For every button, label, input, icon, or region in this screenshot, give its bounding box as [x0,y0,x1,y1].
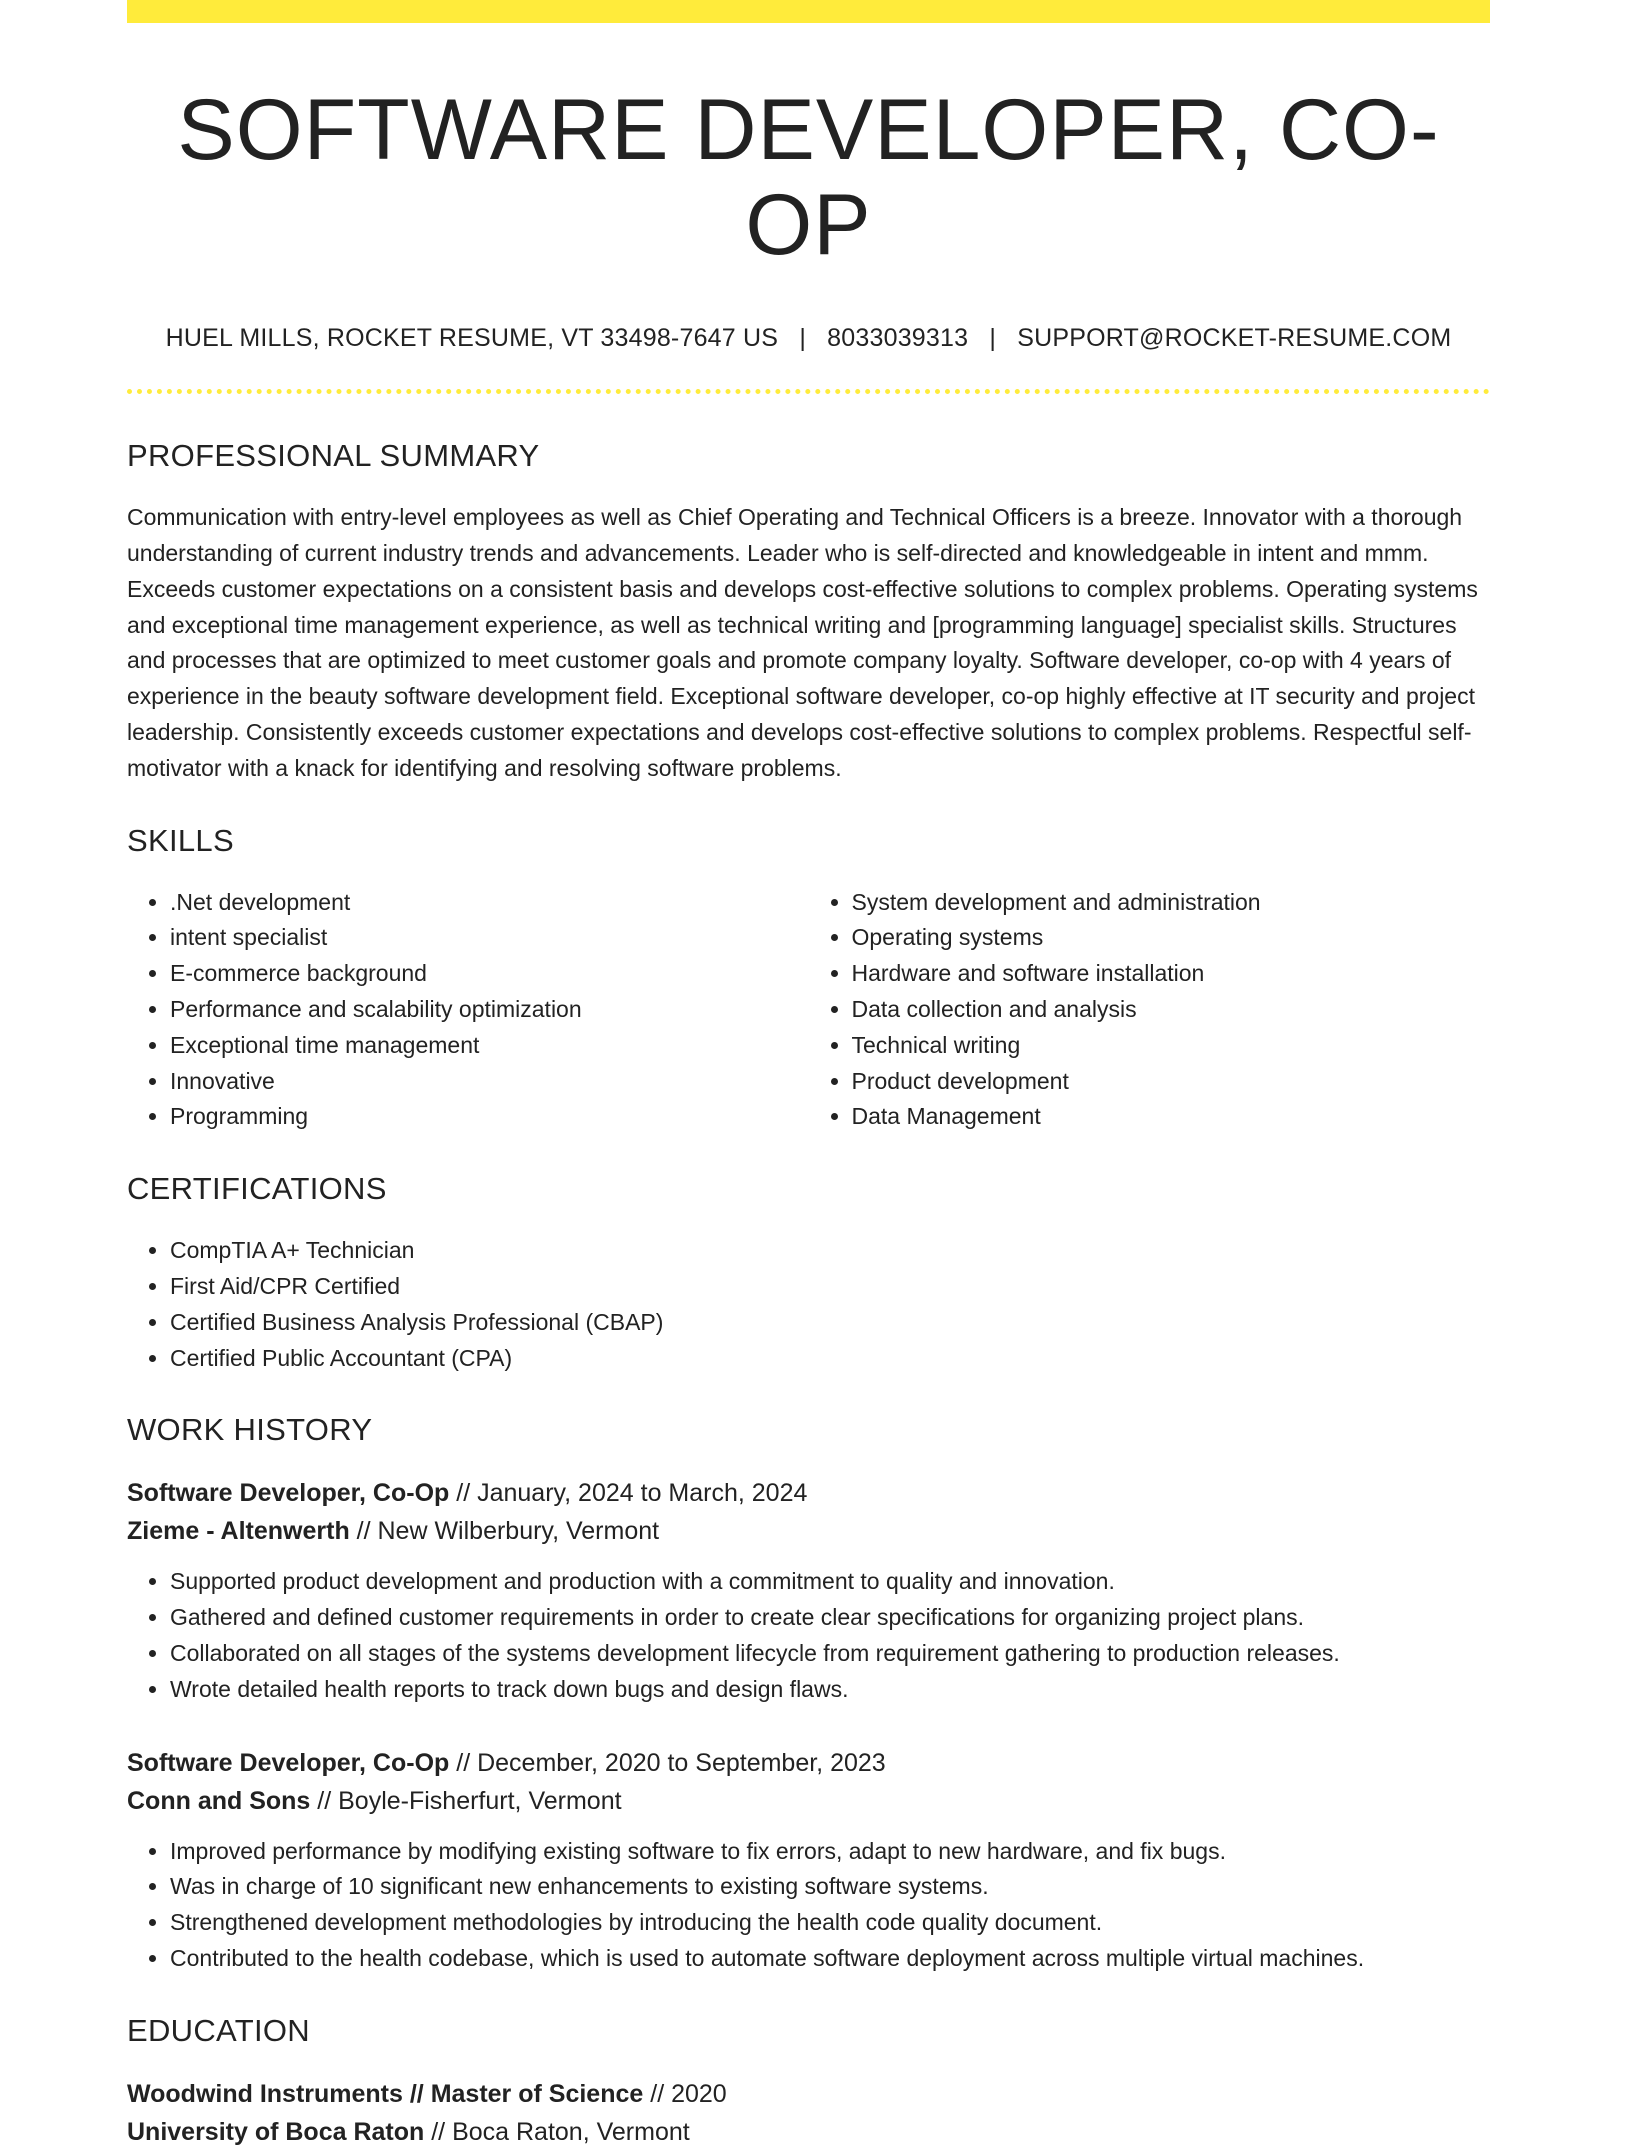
job-location: // Boyle-Fisherfurt, Vermont [310,1786,622,1815]
skill-item: • System development and administration [852,885,1491,921]
contact-email: SUPPORT@ROCKET-RESUME.COM [1017,324,1452,353]
job-bullets [127,1564,1490,1707]
skill-item: • Hardware and software installation [852,956,1491,992]
certification-item: • CompTIA A+ Technician [170,1233,1490,1269]
skill-item: • Performance and scalability optimization [170,992,809,1028]
education-school: University of Boca Raton [127,2117,425,2146]
contact-separator: | [799,324,807,353]
job-bullets [127,1834,1490,1977]
certification-item: • Certified Public Accountant (CPA) [170,1341,1490,1377]
job-company-line [127,1512,1490,1550]
job-company-line [127,1782,1490,1820]
skills-columns [127,885,1490,1136]
page-title: SOFTWARE DEVELOPER, CO-OP [177,82,1440,273]
resume-page [127,0,1490,2151]
job-role: Software Developer, Co-Op [127,1479,450,1508]
skill-item: • E-commerce background [170,956,809,992]
education-entry [127,2075,1490,2151]
education-school-line [127,2113,1490,2151]
job-bullet: • Gathered and defined customer requirements in order to create clear specifications for organizing project plans. [170,1600,1490,1636]
education-location: // Boca Raton, Vermont [424,2117,690,2146]
skills-list-left [127,885,809,1136]
education-degree: Woodwind Instruments // Master of Science [127,2079,644,2108]
skill-item: • intent specialist [170,920,809,956]
job-dates: // December, 2020 to September, 2023 [449,1748,886,1777]
job-company: Zieme - Altenwerth [127,1517,350,1546]
job-entry [127,1744,1490,1977]
skill-item: • .Net development [170,885,809,921]
skill-item: • Data collection and analysis [852,992,1491,1028]
job-bullet: • Was in charge of 10 significant new enhancements to existing software systems. [170,1869,1490,1905]
education-heading: EDUCATION [127,2012,310,2048]
job-bullet: • Collaborated on all stages of the systems development lifecycle from requirement gathering to production releases. [170,1636,1490,1672]
contact-line [127,324,1490,353]
certification-item: • First Aid/CPR Certified [170,1269,1490,1305]
education-year: // 2020 [643,2079,727,2108]
certifications-heading: CERTIFICATIONS [127,1171,387,1207]
skill-item: • Data Management [852,1099,1491,1135]
skills-list-right [809,885,1491,1136]
accent-top-bar [127,0,1490,23]
certifications-list [127,1233,1490,1376]
job-title-line [127,1744,1490,1782]
job-bullet: • Improved performance by modifying existing software to fix errors, adapt to new hardware, and fix bugs. [170,1834,1490,1870]
job-title-line [127,1474,1490,1512]
skill-item: • Exceptional time management [170,1028,809,1064]
skill-item: • Technical writing [852,1028,1491,1064]
job-company: Conn and Sons [127,1786,311,1815]
summary-text: Communication with entry-level employees as well as Chief Operating and Technical Officers is a breeze. Innovator with a thorough understanding of current industry trends and advancements. Leader who is self-directed and knowledgeable in intent and mmm. Exceeds customer expectations on a consistent basis and develops cost-effective solutions to complex problems. Operating systems and exceptional time management experience, as well as technical writing and [programming language] specialist skills. Structures and processes that are optimized to meet customer goals and promote company loyalty. Software developer, co-op with 4 years of experience in the beauty software development field. Exceptional software developer, co-op highly effective at IT security and project leadership. Consistently exceeds customer expectations and develops cost-effective solutions to complex problems. Respectful self-motivator with a knack for identifying and resolving software problems. [127,504,1478,781]
job-role: Software Developer, Co-Op [127,1748,450,1777]
summary-heading: PROFESSIONAL SUMMARY [127,438,540,474]
certification-item: • Certified Business Analysis Professional (CBAP) [170,1305,1490,1341]
skills-heading: SKILLS [127,822,234,858]
job-bullet: • Strengthened development methodologies by introducing the health code quality document. [170,1905,1490,1941]
job-bullet: • Contributed to the health codebase, which is used to automate software deployment across multiple virtual machines. [170,1941,1490,1977]
contact-separator: | [989,324,997,353]
education-degree-line [127,2075,1490,2113]
contact-address: HUEL MILLS, ROCKET RESUME, VT 33498-7647 US [165,324,779,353]
dotted-divider [127,389,1490,394]
skill-item: • Product development [852,1064,1491,1100]
work-history-heading: WORK HISTORY [127,1412,373,1448]
job-location: // New Wilberbury, Vermont [349,1517,660,1546]
job-entry [127,1474,1490,1707]
job-bullet: • Wrote detailed health reports to track down bugs and design flaws. [170,1672,1490,1708]
skill-item: • Programming [170,1099,809,1135]
skill-item: • Operating systems [852,920,1491,956]
skill-item: • Innovative [170,1064,809,1100]
job-bullet: • Supported product development and production with a commitment to quality and innovation. [170,1564,1490,1600]
contact-phone: 8033039313 [827,324,969,353]
job-dates: // January, 2024 to March, 2024 [449,1479,808,1508]
